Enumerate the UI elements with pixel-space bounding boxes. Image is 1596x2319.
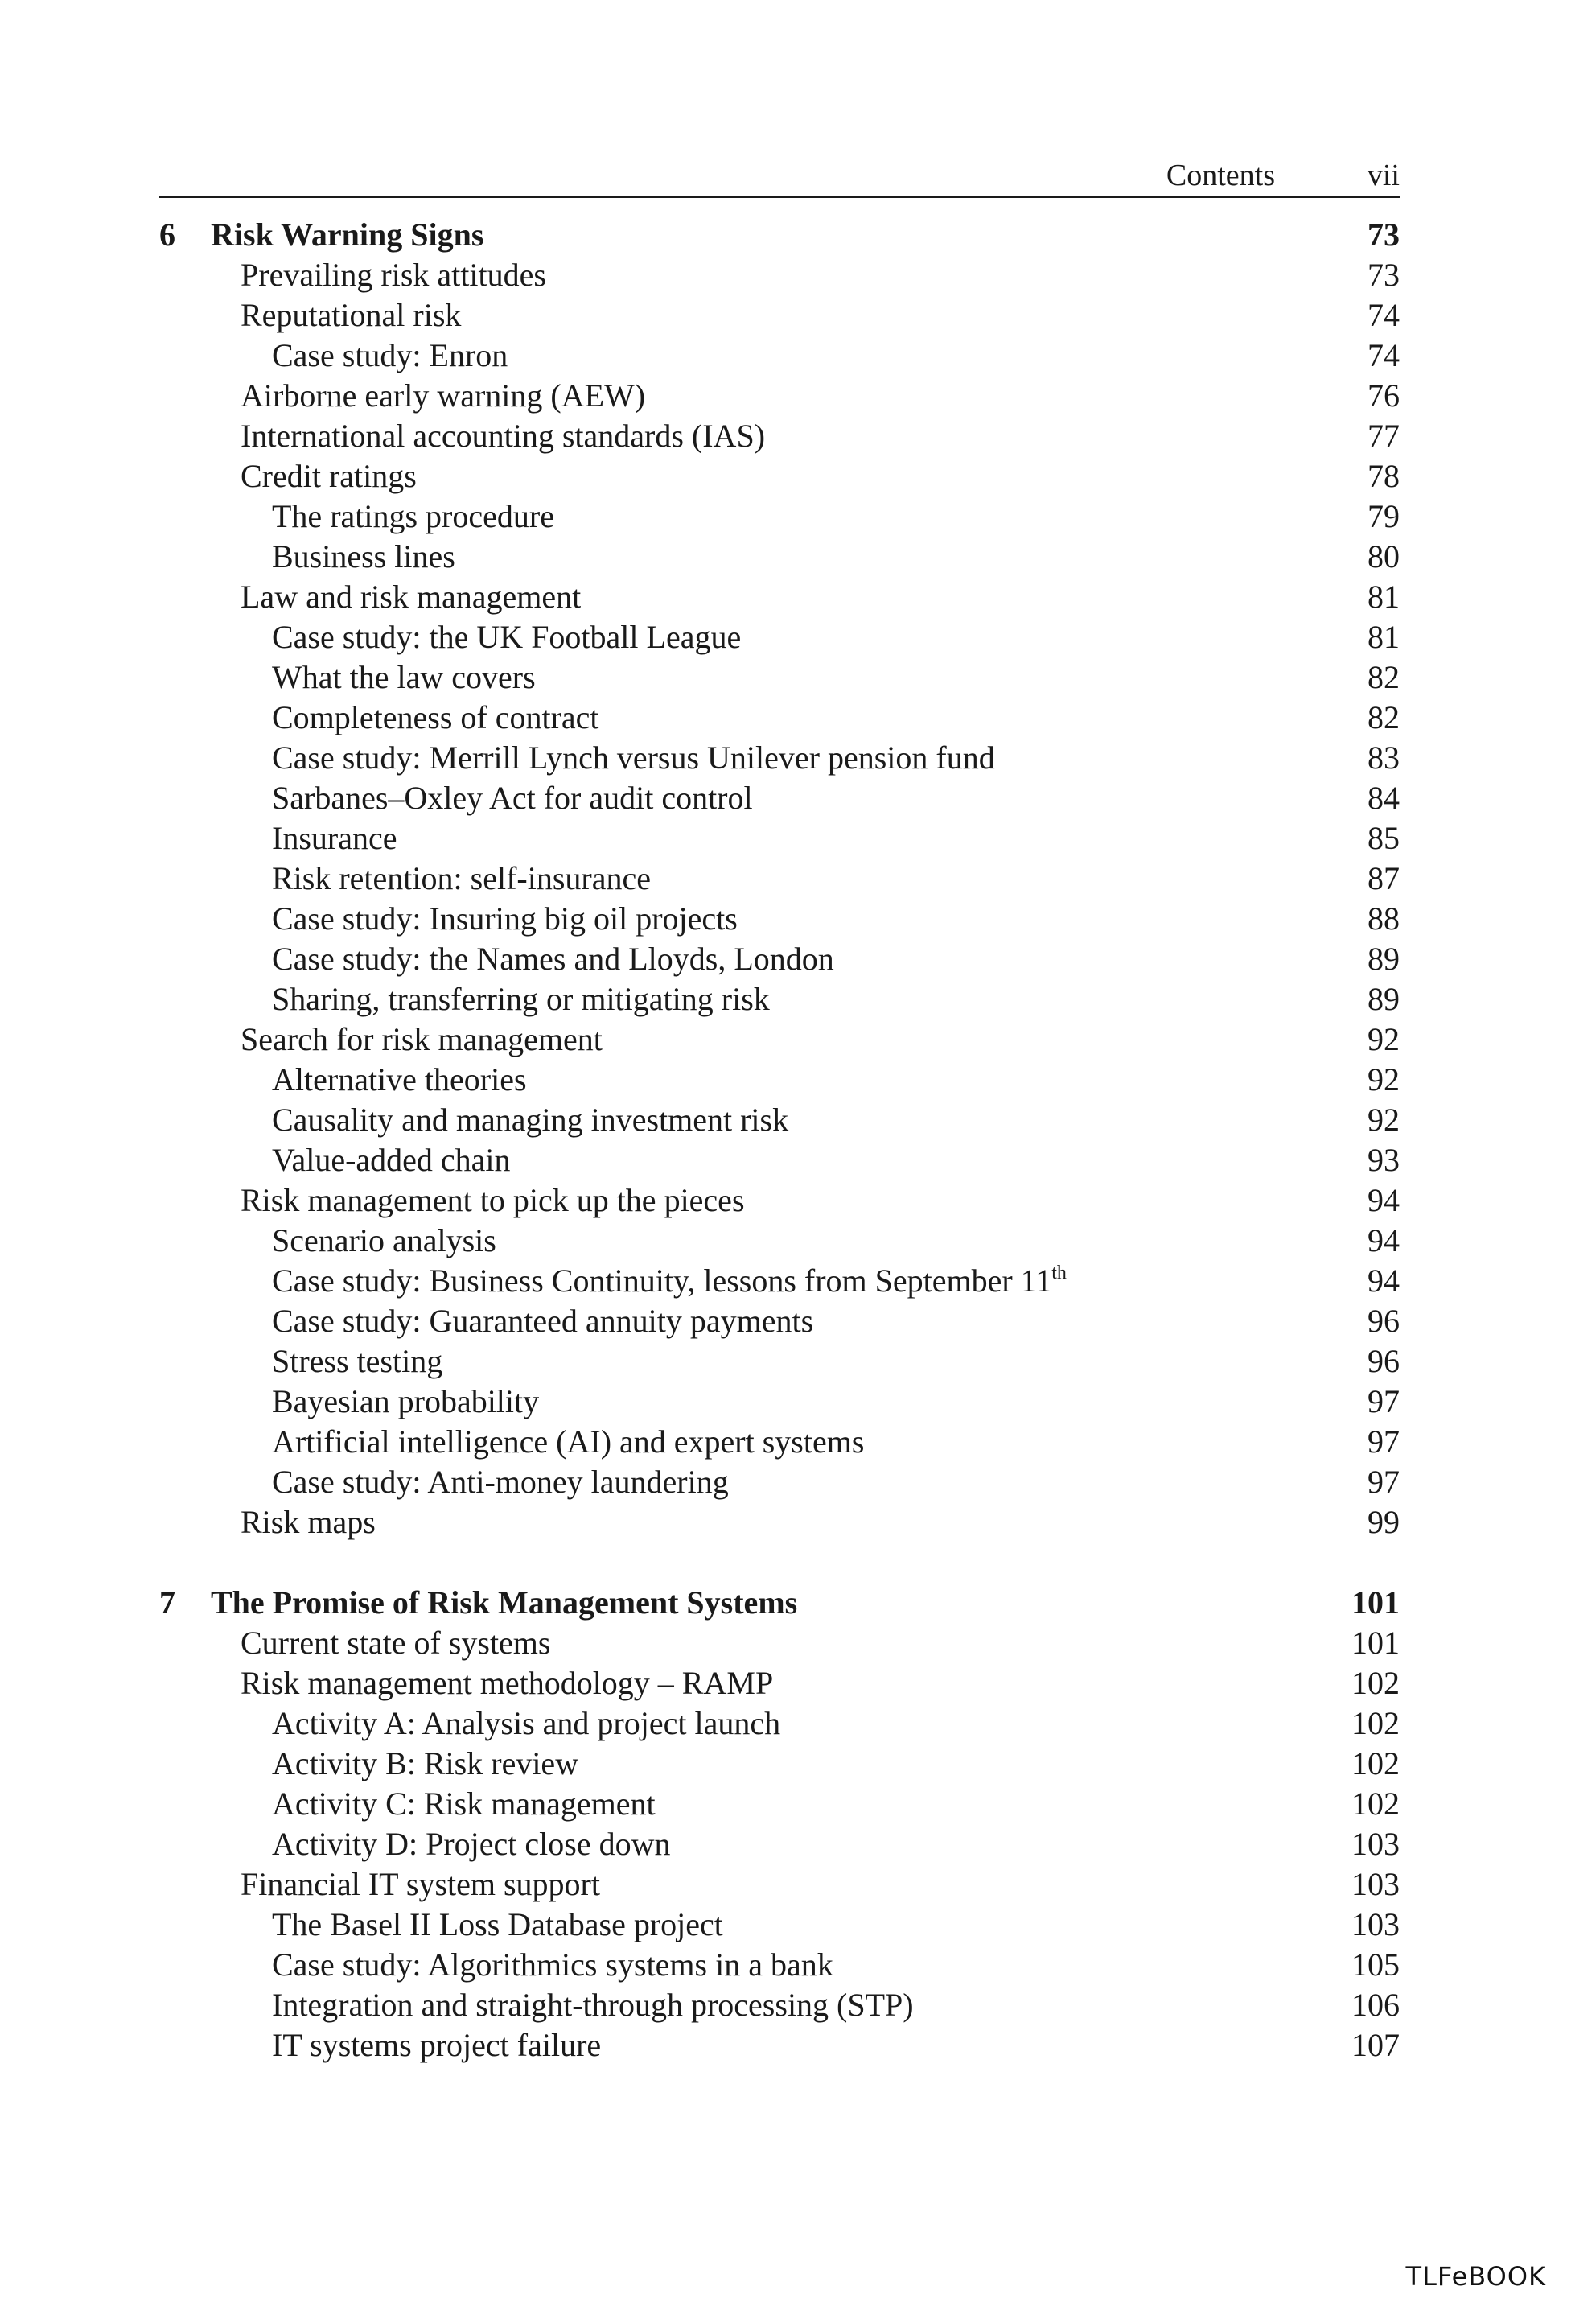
toc-entry-title	[272, 618, 741, 656]
header-rule	[159, 196, 1400, 198]
toc-entry-page-number: 102	[1351, 1786, 1400, 1822]
toc-entry	[159, 819, 1400, 859]
toc-entry	[159, 1061, 1400, 1101]
toc-entry-page-number: 103	[1351, 1826, 1400, 1862]
toc-entry-title-text: Risk management methodology – RAMP	[241, 1665, 774, 1701]
toc-entry-title	[272, 1946, 833, 1983]
toc-entry-title	[272, 980, 770, 1018]
toc-entry-title	[272, 497, 554, 535]
toc-entry-title-text: International accounting standards (IAS)	[241, 418, 766, 454]
toc-entry-page-number: 74	[1368, 337, 1400, 373]
running-head	[159, 158, 1400, 198]
toc-entry-page-number: 81	[1368, 579, 1400, 615]
toc-entry-title	[272, 1382, 539, 1420]
toc-entry-title	[272, 859, 651, 897]
toc-entry	[159, 1020, 1400, 1061]
chapter-title: The Promise of Risk Management Systems	[211, 1584, 798, 1621]
toc-entry-page-number: 107	[1351, 2027, 1400, 2063]
toc-entry-page-number: 103	[1351, 1866, 1400, 1902]
toc-entry-title	[272, 940, 834, 978]
toc-entry-title-text: Case study: Guaranteed annuity payments	[272, 1303, 814, 1339]
toc-entry-page-number: 88	[1368, 900, 1400, 937]
toc-entry-page-number: 78	[1368, 458, 1400, 494]
toc-entry-title-text: What the law covers	[272, 659, 536, 695]
toc-entry-page-number: 102	[1351, 1745, 1400, 1781]
toc-entry	[159, 859, 1400, 900]
toc-entry-title-text: Prevailing risk attitudes	[241, 257, 546, 293]
toc-entry-title-text: Case study: Algorithmics systems in a bank	[272, 1946, 833, 1983]
toc-entry-page-number: 97	[1368, 1423, 1400, 1460]
toc-entry-title-text: IT systems project failure	[272, 2027, 602, 2063]
toc-entry-title-text: Search for risk management	[241, 1021, 603, 1057]
toc-entry	[159, 739, 1400, 779]
toc-entry-title	[272, 1744, 578, 1782]
toc-entry	[159, 1946, 1400, 1986]
chapter-heading	[159, 1584, 1400, 1624]
toc-entry-title	[241, 377, 645, 414]
toc-entry	[159, 296, 1400, 336]
toc-entry-title-text: Case study: Insuring big oil projects	[272, 900, 738, 937]
toc-entry	[159, 1704, 1400, 1744]
toc-entry	[159, 377, 1400, 417]
running-head-section: Contents	[1166, 159, 1275, 192]
toc-entry	[159, 618, 1400, 658]
toc-entry-title-text: Case study: Business Continuity, lessons from September 11	[272, 1262, 1052, 1299]
toc-entry-title	[272, 1825, 670, 1863]
toc-entry-title-text: Integration and straight-through processing (STP)	[272, 1987, 914, 2023]
toc-entry	[159, 1905, 1400, 1946]
toc-entry-list	[159, 256, 1400, 1543]
toc-entry-title-text: Sharing, transferring or mitigating risk	[272, 981, 770, 1017]
toc-entry-title	[241, 417, 765, 455]
chapter-6	[159, 216, 1400, 1543]
toc-entry-title-text: Case study: Merrill Lynch versus Unilever pension fund	[272, 739, 995, 776]
toc-entry-title-text: Financial IT system support	[241, 1866, 600, 1902]
toc-entry-page-number: 81	[1368, 619, 1400, 655]
toc-entry-title-text: Airborne early warning (AEW)	[241, 377, 646, 414]
toc-entry-page-number: 94	[1368, 1222, 1400, 1258]
toc-entry	[159, 1262, 1400, 1302]
toc-entry-page-number: 105	[1351, 1946, 1400, 1983]
toc-entry-title-text: Activity C: Risk management	[272, 1786, 656, 1822]
toc-entry	[159, 980, 1400, 1020]
toc-entry-title	[272, 1463, 729, 1501]
toc-entry	[159, 658, 1400, 698]
toc-entry-title-text: Artificial intelligence (AI) and expert systems	[272, 1423, 865, 1460]
toc-entry-title	[272, 1785, 656, 1823]
toc-entry	[159, 1181, 1400, 1221]
toc-entry-page-number: 92	[1368, 1021, 1400, 1057]
toc-entry-page-number: 97	[1368, 1383, 1400, 1419]
toc-entry-page-number: 79	[1368, 498, 1400, 534]
toc-entry	[159, 256, 1400, 296]
toc-entry-page-number: 102	[1351, 1665, 1400, 1701]
toc-entry	[159, 940, 1400, 980]
toc-entry-page-number: 92	[1368, 1061, 1400, 1098]
toc-entry-page-number: 82	[1368, 659, 1400, 695]
toc-entry-page-number: 82	[1368, 699, 1400, 735]
toc-entry-title-text: Credit ratings	[241, 458, 417, 494]
toc-entry	[159, 1744, 1400, 1785]
toc-entry-title-text: Law and risk management	[241, 579, 582, 615]
toc-entry-page-number: 92	[1368, 1102, 1400, 1138]
toc-entry	[159, 900, 1400, 940]
toc-entry-page-number: 96	[1368, 1303, 1400, 1339]
toc-entry-page-number: 84	[1368, 780, 1400, 816]
toc-entry-title	[272, 698, 599, 736]
toc-entry-title	[241, 296, 461, 334]
toc-entry-page-number: 101	[1351, 1625, 1400, 1661]
chapter-heading	[159, 216, 1400, 256]
toc-entry-title	[272, 2026, 601, 2064]
toc-entry-title	[272, 1986, 914, 2024]
toc-entry-title-text: Scenario analysis	[272, 1222, 496, 1258]
toc-entry	[159, 1624, 1400, 1664]
toc-entry-title	[272, 1302, 813, 1340]
toc-entry-title	[241, 1664, 773, 1702]
toc-entry-title-text: Sarbanes–Oxley Act for audit control	[272, 780, 753, 816]
toc-entry	[159, 1141, 1400, 1181]
toc-entry	[159, 417, 1400, 457]
toc-entry-page-number: 99	[1368, 1504, 1400, 1540]
toc-entry-title-text: Business lines	[272, 538, 455, 575]
toc-entry	[159, 1221, 1400, 1262]
toc-entry-page-number: 103	[1351, 1906, 1400, 1942]
toc-entry-title-text: Insurance	[272, 820, 397, 856]
toc-entry-title-text: Case study: Enron	[272, 337, 508, 373]
toc-entry-title-text: Risk management to pick up the pieces	[241, 1182, 745, 1218]
toc-entry-title	[241, 1181, 745, 1219]
toc-entry-title	[272, 658, 536, 696]
toc-entry-title-text: The ratings procedure	[272, 498, 554, 534]
toc-entry-page-number: 85	[1368, 820, 1400, 856]
toc-entry-title-text: Alternative theories	[272, 1061, 527, 1098]
toc-entry-title	[272, 779, 753, 817]
toc-entry-page-number: 96	[1368, 1343, 1400, 1379]
toc-entry	[159, 497, 1400, 538]
toc-entry-title	[272, 819, 397, 857]
toc-entry-page-number: 73	[1368, 257, 1400, 293]
toc-entry-page-number: 76	[1368, 377, 1400, 414]
toc-entry	[159, 578, 1400, 618]
chapter-title: Risk Warning Signs	[211, 216, 484, 253]
toc-entry	[159, 1865, 1400, 1905]
toc-entry-title	[241, 1503, 376, 1541]
toc-entry-title	[272, 1101, 788, 1139]
toc-entry-page-number: 97	[1368, 1464, 1400, 1500]
toc-entry-title	[272, 1342, 442, 1380]
toc-entry-list	[159, 1624, 1400, 2066]
toc-entry-title	[241, 457, 417, 495]
page-number: vii	[1367, 159, 1400, 192]
toc-entry-title-text: Activity B: Risk review	[272, 1745, 579, 1781]
toc-entry-page-number: 94	[1368, 1262, 1400, 1299]
toc-entry-title-text: Activity A: Analysis and project launch	[272, 1705, 781, 1741]
toc-entry	[159, 1825, 1400, 1865]
chapter-number: 7	[159, 1584, 175, 1621]
toc-entry-title-text: Risk retention: self-insurance	[272, 860, 651, 896]
toc-entry-title	[241, 1865, 600, 1903]
chapter-7	[159, 1584, 1400, 2066]
toc-entry	[159, 1503, 1400, 1543]
toc-entry	[159, 1664, 1400, 1704]
toc-entry-page-number: 77	[1368, 418, 1400, 454]
toc-entry-page-number: 102	[1351, 1705, 1400, 1741]
toc-entry-page-number: 106	[1351, 1987, 1400, 2023]
toc-entry-title	[241, 1020, 603, 1058]
watermark: TLFeBOOK	[1405, 2261, 1546, 2292]
toc-entry	[159, 1785, 1400, 1825]
toc-entry-title	[272, 1141, 511, 1179]
toc-entry-title	[272, 1262, 1067, 1300]
toc-entry-title-text: Case study: Anti-money laundering	[272, 1464, 729, 1500]
chapter-page-number: 73	[1368, 216, 1400, 253]
table-of-contents	[159, 216, 1400, 2066]
toc-entry-title-text: Case study: the Names and Lloyds, London	[272, 941, 834, 977]
toc-entry	[159, 1463, 1400, 1503]
toc-entry-title-text: Activity D: Project close down	[272, 1826, 671, 1862]
toc-entry	[159, 698, 1400, 739]
toc-entry-title-text: Causality and managing investment risk	[272, 1102, 789, 1138]
toc-entry	[159, 1382, 1400, 1423]
toc-entry-title	[272, 1061, 527, 1098]
toc-entry-page-number: 83	[1368, 739, 1400, 776]
toc-entry-title	[272, 1423, 864, 1460]
toc-entry-title	[272, 900, 738, 937]
toc-entry-title	[241, 256, 546, 294]
toc-entry-title	[272, 739, 995, 776]
chapter-number: 6	[159, 216, 175, 253]
toc-entry-page-number: 89	[1368, 981, 1400, 1017]
toc-entry-title-text: Risk maps	[241, 1504, 376, 1540]
toc-entry-title-text: Current state of systems	[241, 1625, 551, 1661]
toc-entry	[159, 1101, 1400, 1141]
toc-entry-page-number: 74	[1368, 297, 1400, 333]
toc-entry-title-text: Stress testing	[272, 1343, 443, 1379]
toc-entry	[159, 779, 1400, 819]
toc-entry-title-text: Case study: the UK Football League	[272, 619, 742, 655]
toc-entry-title	[272, 1905, 723, 1943]
toc-entry	[159, 1423, 1400, 1463]
toc-entry-title	[272, 1221, 496, 1259]
toc-entry-title-text: Value-added chain	[272, 1142, 511, 1178]
toc-entry-page-number: 87	[1368, 860, 1400, 896]
toc-entry	[159, 1302, 1400, 1342]
toc-entry	[159, 1342, 1400, 1382]
toc-entry-title-text: Bayesian probability	[272, 1383, 540, 1419]
toc-entry	[159, 1986, 1400, 2026]
toc-entry-page-number: 89	[1368, 941, 1400, 977]
toc-entry-title-text: The Basel II Loss Database project	[272, 1906, 723, 1942]
toc-entry	[159, 336, 1400, 377]
toc-entry-title	[241, 1624, 551, 1662]
toc-entry-title-text: Reputational risk	[241, 297, 462, 333]
toc-entry-title	[272, 336, 508, 374]
toc-entry-title	[272, 1704, 780, 1742]
toc-entry	[159, 2026, 1400, 2066]
toc-entry	[159, 538, 1400, 578]
toc-entry	[159, 457, 1400, 497]
toc-entry-title-text: Completeness of contract	[272, 699, 599, 735]
toc-entry-superscript: th	[1051, 1262, 1067, 1283]
toc-entry-page-number: 93	[1368, 1142, 1400, 1178]
toc-entry-page-number: 80	[1368, 538, 1400, 575]
chapter-page-number: 101	[1351, 1584, 1400, 1621]
toc-entry-page-number: 94	[1368, 1182, 1400, 1218]
toc-entry-title	[241, 578, 581, 616]
toc-entry-title	[272, 538, 455, 575]
